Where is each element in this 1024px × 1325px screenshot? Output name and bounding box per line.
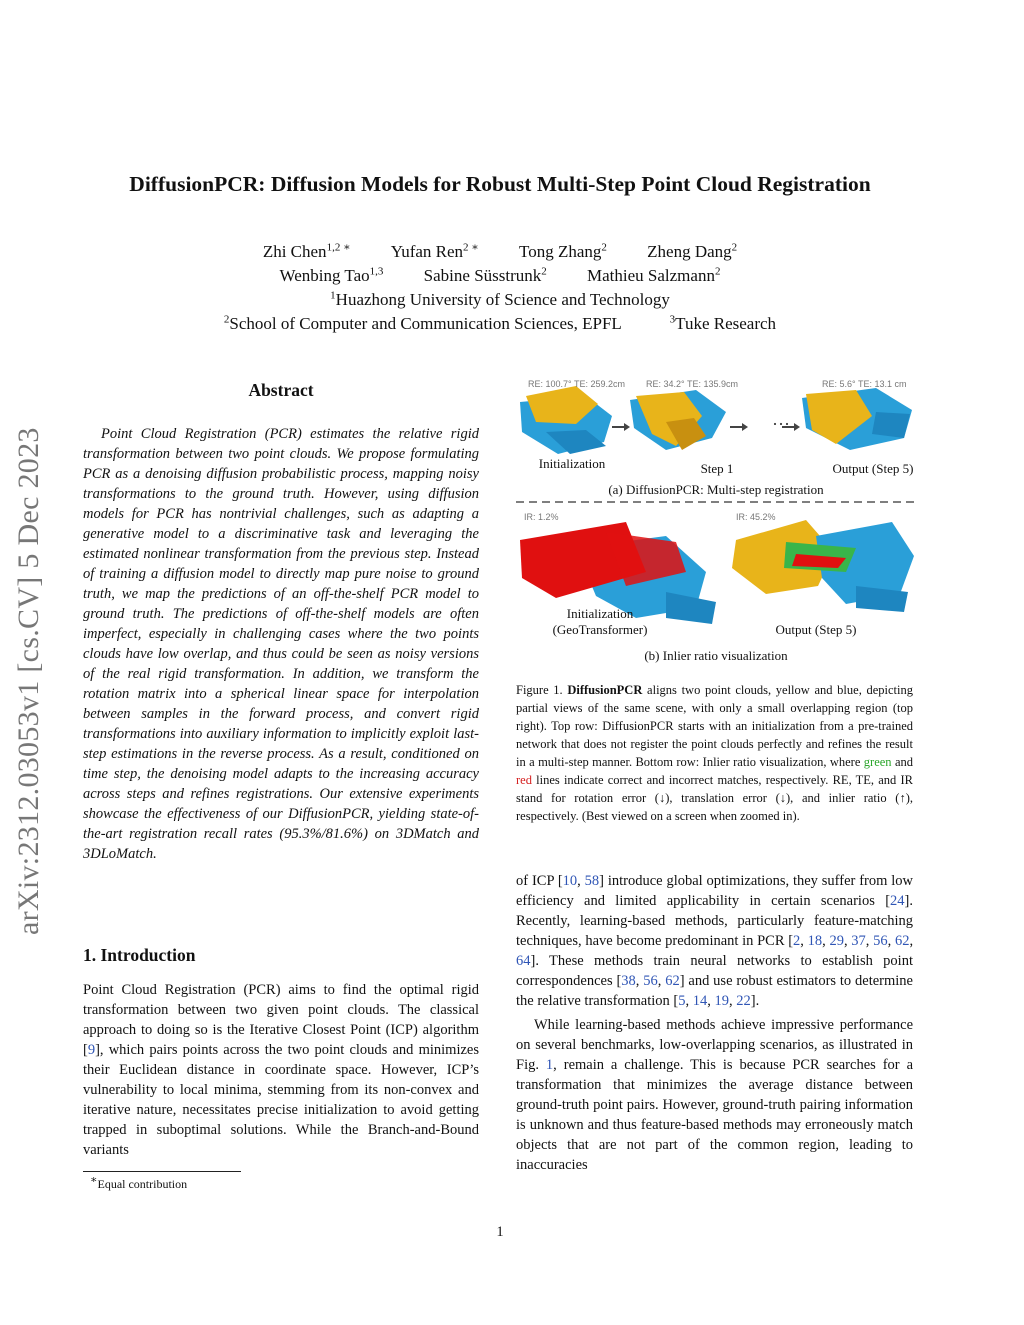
ellipsis-dots: ··· bbox=[772, 414, 790, 434]
footnote bbox=[90, 1174, 188, 1192]
metric-ir-init: IR: 1.2% bbox=[524, 512, 559, 522]
text-run: Figure 1. bbox=[516, 683, 568, 697]
cloud-output-top bbox=[802, 388, 912, 450]
citation-link[interactable]: 5 bbox=[678, 993, 686, 1009]
intro-paragraph-2 bbox=[516, 1015, 913, 1175]
text-run: of ICP [ bbox=[516, 873, 563, 889]
affil-sup: 2 bbox=[223, 313, 230, 326]
author-affil-sup: 1,2 ∗ bbox=[326, 241, 351, 254]
author-affil-sup: 2 bbox=[731, 241, 738, 254]
subcaption-b: (b) Inlier ratio visualization bbox=[644, 648, 788, 663]
abstract-heading: Abstract bbox=[248, 380, 314, 400]
text-run: ] introduce global optimizations, they suffer from low efficiency and limited applicability in certain scenarios [ bbox=[516, 873, 913, 909]
label-init-bottom bbox=[536, 606, 664, 638]
text-run: ]. bbox=[750, 993, 760, 1009]
citation-link[interactable]: 18 bbox=[807, 933, 823, 949]
footnote-mark: ∗ bbox=[90, 1174, 98, 1186]
author-affil-sup: 2 bbox=[714, 265, 721, 278]
cloud-init-top bbox=[520, 386, 612, 454]
affiliation-2-3 bbox=[0, 312, 1000, 335]
text-run: green bbox=[863, 755, 892, 769]
citation-link[interactable]: 37 bbox=[851, 933, 866, 949]
citation-link[interactable]: 56 bbox=[643, 973, 658, 989]
author-name: Mathieu Salzmann bbox=[587, 266, 715, 285]
affil-text: Huazhong University of Science and Technology bbox=[335, 290, 670, 309]
citation-link[interactable]: 58 bbox=[584, 873, 600, 889]
author-name: Wenbing Tao bbox=[279, 266, 370, 285]
citation-link[interactable]: 22 bbox=[736, 993, 751, 1009]
citation-link[interactable]: 9 bbox=[87, 1042, 96, 1058]
author-affil-sup: 2 bbox=[541, 265, 547, 278]
page-number: 1 bbox=[496, 1224, 504, 1240]
label-step1: Step 1 bbox=[700, 461, 734, 476]
text-run: aligns two point clouds, yellow and blue, depicting partial views of the same scene, with only a small overlapping region (top right). Top row: DiffusionPCR starts with an initialization from a pre-trained network that does not register the point clouds perfectly and refines the result in a multi-step manner. Bottom row: Inlier ratio visualization, where bbox=[516, 683, 914, 769]
citation-link[interactable]: 14 bbox=[692, 993, 708, 1009]
cloud-output-bottom bbox=[732, 520, 914, 612]
citation-link[interactable]: 38 bbox=[621, 973, 636, 989]
paper-title: DiffusionPCR: Diffusion Models for Robust Multi-Step Point Cloud Registration bbox=[129, 172, 871, 196]
text-run: and bbox=[891, 755, 913, 769]
subcaption-a: (a) DiffusionPCR: Multi-step registration bbox=[608, 482, 824, 497]
text-run: lines indicate correct and incorrect matches, respectively. RE, TE, and IR stand for rotation error (↓), translation error (↓), and inlier ratio (↑), respectively. (Best viewed on a screen when zoomed in). bbox=[516, 773, 913, 823]
author-affil-sup: 2 ∗ bbox=[463, 241, 479, 254]
author-name: Zheng Dang bbox=[647, 242, 732, 261]
arrow-1 bbox=[612, 423, 630, 431]
citation-link[interactable]: 29 bbox=[829, 933, 844, 949]
author-name: Yufan Ren bbox=[390, 242, 464, 261]
affil-text: Tuke Research bbox=[675, 314, 777, 333]
label-initialization: Initialization bbox=[538, 456, 606, 471]
citation-link[interactable]: 56 bbox=[873, 933, 888, 949]
cloud-step1-top bbox=[630, 390, 726, 450]
text-run: , remain a challenge. This is because PCR searches for a transformation that minimizes the average distance between ground-truth point pairs. However, ground-truth pairing information is unknown and thus feature-based methods may erroneously match objects that are not part of the common region, leading to inaccuracies bbox=[516, 1057, 914, 1173]
figure-caption bbox=[516, 681, 913, 825]
intro-paragraph-continued: of ICP [10, 58] introduce global optimizations, they suffer from low efficiency and limited applicability in certain scenarios [24]. Recently, learning-based methods, particularly feature-matching techniques, have become predominant in PCR [2, 18, 29, 37, 56, 62, 64]. These methods train neural networks to establish point correspondences [38, 56, 62] and use robust estimators to determine the relative transformation [5, 14, 19, 22]. bbox=[516, 873, 914, 1009]
affil-sup: 1 bbox=[330, 289, 336, 302]
authors-line-1 bbox=[0, 240, 1000, 263]
intro-paragraph-1 bbox=[83, 980, 479, 1160]
metric-step1: RE: 34.2° TE: 135.9cm bbox=[646, 379, 738, 389]
label-line: (GeoTransformer) bbox=[552, 622, 648, 637]
metric-init: RE: 100.7° TE: 259.2cm bbox=[528, 379, 625, 389]
citation-link[interactable]: 62 bbox=[665, 973, 680, 989]
citation-link[interactable]: 64 bbox=[516, 953, 531, 969]
citation-link[interactable]: 24 bbox=[890, 893, 905, 909]
metric-output: RE: 5.6° TE: 13.1 cm bbox=[822, 379, 907, 389]
arxiv-identifier: arXiv:2312.03053v1 [cs.CV] 5 Dec 2023 bbox=[12, 427, 45, 935]
metric-ir-output: IR: 45.2% bbox=[736, 512, 776, 522]
footnote-text: Equal contribution bbox=[97, 1177, 188, 1191]
text-run: ] and use robust estimators to determine the relative transformation [ bbox=[516, 973, 913, 1009]
label-line: Initialization bbox=[566, 606, 634, 621]
authors-line-2 bbox=[0, 264, 1000, 287]
figure-ref-link[interactable]: 1 bbox=[545, 1057, 554, 1073]
arrow-2 bbox=[730, 423, 748, 431]
author-name: Sabine Süsstrunk bbox=[423, 266, 542, 285]
text-run: ]. These methods train neural networks to establish point correspondences [ bbox=[516, 953, 913, 989]
text-run: While learning-based methods achieve impressive performance on several benchmarks, low-overlapping scenarios, as illustrated in Fig. bbox=[516, 1017, 913, 1073]
author-name: Tong Zhang bbox=[519, 242, 602, 261]
footnote-rule bbox=[83, 1171, 241, 1172]
intro-right-column bbox=[516, 871, 913, 1175]
intro-heading: 1. Introduction bbox=[83, 945, 196, 965]
citation-link[interactable]: 19 bbox=[714, 993, 730, 1009]
label-output: Output (Step 5) bbox=[832, 461, 914, 476]
affil-text: School of Computer and Communication Sciences, EPFL bbox=[229, 314, 622, 333]
citation-link[interactable]: 2 bbox=[793, 933, 801, 949]
label-output-bottom: Output (Step 5) bbox=[775, 622, 857, 637]
text-run: ], which pairs points across the two point clouds and minimizes their Euclidean distance in coordinate space. However, ICP’s vulnerability to local minima, stemming from its non-convex and iterative nature, necessitates precise initialization to avoid getting trapped in suboptimal solutions. While the Branch-and-Bound variants bbox=[83, 1042, 479, 1158]
abstract-text: Point Cloud Registration (PCR) estimates the relative rigid transformation between two point clouds. We propose formulating PCR as a denoising diffusion probabilistic process, mapping noisy transformations to the ground truth. However, using diffusion models for PCR has nontrivial challenges, such as adapting a generative model to a discriminative task and leveraging the estimated nonlinear transformation from the previous step. Instead of training a diffusion model to directly map pure noise to ground truth, we map the predictions of an off-the-shelf PCR model to ground truth. The predictions of off-the-shelf models are often imperfect, especially in challenging cases where the two points clouds have low overlap, and thus could be seen as noisy versions of the real rigid transformation. In addition, we transform the rotation matrix into a spherical linear space for interpolation between samples in the forward process, and convert rigid transformations into auxiliary information to implicitly exploit last-step estimations in the reverse process. As a result, conditioned on time step, the denoising model adapts to the increasing accuracy across steps and refines registrations. Our extensive experiments showcase the effectiveness of our DiffusionPCR, yielding state-of-the-art registration recall rates (95.3%/81.6%) on 3DMatch and 3DLoMatch. bbox=[83, 426, 479, 862]
text-run: red bbox=[516, 773, 532, 787]
text-run: ]. Recently, learning-based methods, particularly feature-matching techniques, have become predominant in PCR [ bbox=[516, 893, 913, 949]
author-affil-sup: 2 bbox=[601, 241, 607, 254]
citation-link[interactable]: 10 bbox=[562, 873, 578, 889]
affiliation-1 bbox=[0, 288, 1000, 311]
author-name: Zhi Chen bbox=[262, 242, 327, 261]
text-run: DiffusionPCR bbox=[567, 683, 643, 697]
citation-link[interactable]: 62 bbox=[894, 933, 910, 949]
affil-sup: 3 bbox=[669, 313, 676, 326]
text-run: Point Cloud Registration (PCR) aims to find the optimal rigid transformation between two given point clouds. The classical approach to doing so is the Iterative Closest Point (ICP) algorithm [ bbox=[83, 982, 479, 1058]
author-affil-sup: 1,3 bbox=[369, 265, 384, 278]
